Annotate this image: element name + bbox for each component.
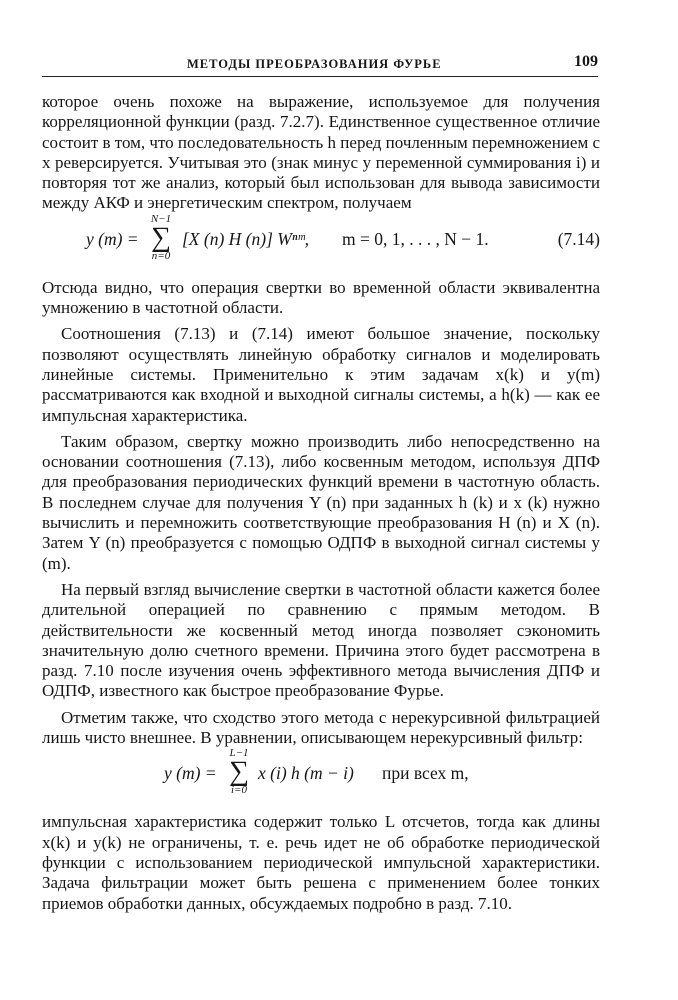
sigma-symbol: ∑ (151, 221, 171, 253)
paragraph-7: импульсная характеристика содержит только L отсчетов, тогда как длины x(k) и y(k) не ограничены, т. е. речь идет не об обработке периодической функции с использованием периодической импульсной характеристики. Задача фильтрации может быть решена с применением более тонких приемов обработки данных, обсуждаемых подробно в разд. 7.10. (42, 812, 600, 913)
paragraph-1: которое очень похоже на выражение, используемое для получения корреляционной функции (разд. 7.2.7). Единственное существенное отличие состоит в том, что последовательность h перед почленным перемножением с x реверсируется. Учитывая это (знак минус у переменной суммирования i) и повторяя тот же анализ, который был использован для вывода зависимости между АКФ и энергетическим спектром, получаем (42, 92, 601, 213)
formula-lhs: y (m) = (86, 228, 139, 249)
formula-condition: при всех m, (382, 763, 469, 784)
formula-expression: [X (n) H (n)] Wⁿᵐ, (182, 228, 310, 249)
sum-upper-limit: L−1 (229, 747, 249, 760)
page-number: 109 (574, 53, 598, 70)
formula-lhs: y (m) = (164, 763, 217, 784)
summation (146, 214, 176, 262)
sum-upper-limit: N−1 (150, 212, 172, 225)
paragraph-6: Отметим также, что сходство этого метода с нерекурсивной фильтрацией лишь чисто внешнее. В уравнении, описывающем нерекурсивный фильтр: (42, 707, 600, 748)
paragraph-3: Соотношения (7.13) и (7.14) имеют большое значение, поскольку позволяют осуществлять линейную обработку сигналов и моделировать линейные системы. Применительно к этим задачам x(k) и y(m) рассматриваются как входной и выходной сигналы системы, а h(k) — как ее импульсная характеристика. (42, 324, 600, 425)
formula-expression: x (i) h (m − i) (258, 763, 354, 784)
paragraph-4: Таким образом, свертку можно производить либо непосредственно на основании соотношения (7.13), либо косвенным методом, используя ДПФ для преобразования периодических функций времени в частотную область. В последнем случае для получения Y (n) при заданных h (k) и x (k) нужно вычислить и перемножить соответствующие преобразования H (n) и X (n). Затем Y (n) преобразуется с помощью ОДПФ в выходной сигнал системы y (m). (42, 431, 600, 573)
paragraph-5: На первый взгляд вычисление свертки в частотной области кажется более длительной операцией по сравнению с прямым методом. В действительности же косвенный метод иногда позволяет сэкономить значительную долю счетного времени. Причина этого будет рассмотрена в разд. 7.10 после изучения очень эффективного метода вычисления ДПФ и ОДПФ, известного как быстрое преобразование Фурье. (42, 579, 600, 701)
formula-nonrecursive-filter (42, 748, 600, 812)
sigma-symbol: ∑ (229, 756, 249, 788)
sum-lower-limit: i=0 (231, 784, 247, 797)
equation-number: (7.14) (557, 228, 600, 249)
sum-lower-limit: n=0 (151, 249, 171, 262)
formula-range: m = 0, 1, . . . , N − 1. (342, 228, 489, 249)
summation (224, 748, 254, 796)
formula-7-14 (42, 214, 600, 278)
running-header (42, 52, 598, 77)
page-body (42, 92, 600, 914)
running-title: МЕТОДЫ ПРЕОБРАЗОВАНИЯ ФУРЬЕ (187, 57, 442, 71)
paragraph-2: Отсюда видно, что операция свертки во временной области эквивалентна умножению в частотной области. (42, 277, 600, 318)
